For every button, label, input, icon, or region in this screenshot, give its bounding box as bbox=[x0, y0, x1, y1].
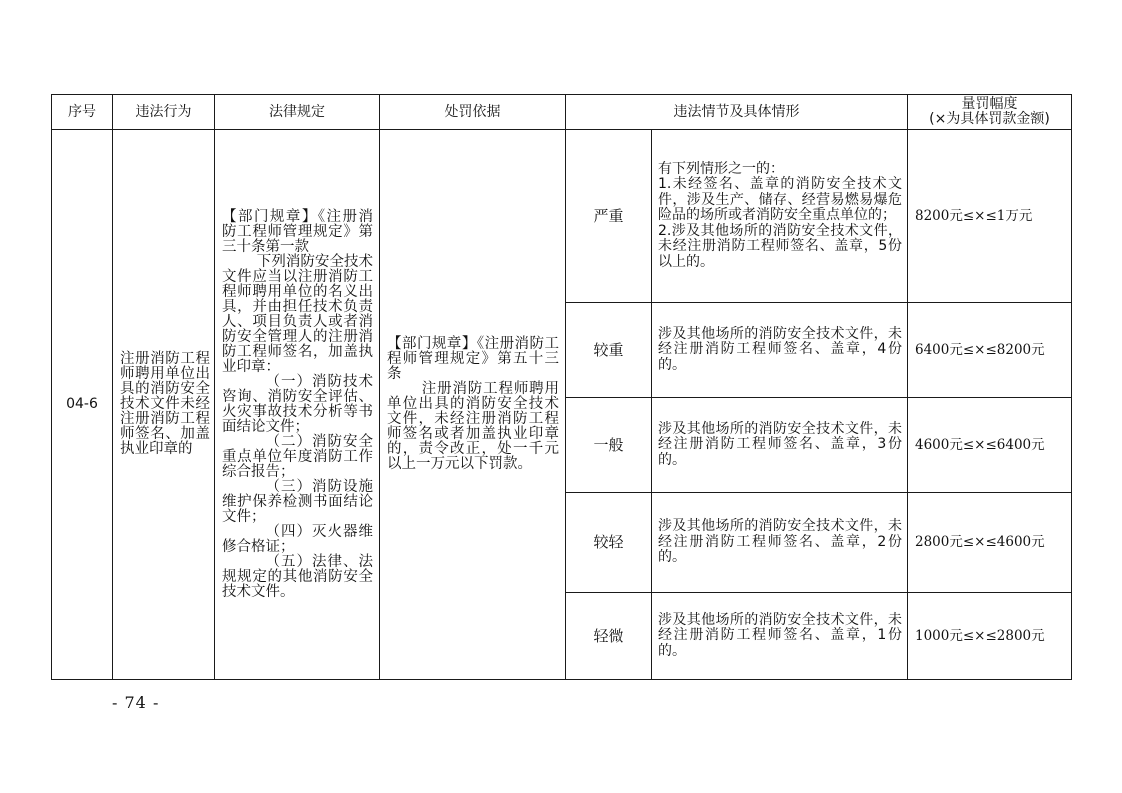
range-serious: 8200元≤×≤1万元 bbox=[908, 130, 1072, 303]
page-number: - 74 - bbox=[112, 693, 160, 712]
detail-serious-line-2: 1.未经签名、盖章的消防安全技术文件，涉及生产、储存、经营易燃易爆危险品的场所或者消防安全重点单位的； bbox=[658, 176, 902, 224]
header-circumstance: 违法情节及具体情形 bbox=[566, 95, 908, 130]
law-item-1: （一）消防技术咨询、消防安全评估、火灾事故技术分析等书面结论文件； bbox=[222, 373, 373, 435]
law-item-2: （二）消防安全重点单位年度消防工作综合报告； bbox=[222, 433, 373, 480]
basis-title: 【部门规章】《注册消防工程师管理规定》第五十三条 bbox=[387, 336, 559, 382]
header-range bbox=[908, 95, 1072, 130]
detail-serious-line-1: 有下列情形之一的： bbox=[658, 160, 784, 177]
penalty-table bbox=[51, 94, 1072, 680]
level-minor: 较轻 bbox=[566, 493, 652, 593]
cell-seq: 04-6 bbox=[52, 130, 113, 680]
header-range-line1: 量罚幅度 bbox=[961, 96, 1018, 112]
law-item-4: （四）灭火器维修合格证； bbox=[222, 523, 373, 555]
level-general: 一般 bbox=[566, 398, 652, 493]
table-row-serious bbox=[52, 130, 1072, 303]
cell-basis bbox=[380, 130, 566, 680]
header-act: 违法行为 bbox=[113, 95, 215, 130]
detail-minor: 涉及其他场所的消防安全技术文件，未经注册消防工程师签名、盖章，2份的。 bbox=[652, 493, 908, 593]
cell-act: 注册消防工程师聘用单位出具的消防安全技术文件未经注册消防工程师签名、加盖执业印章的 bbox=[113, 130, 215, 680]
detail-serious bbox=[652, 130, 908, 303]
header-basis: 处罚依据 bbox=[380, 95, 566, 130]
detail-serious-line-3: 2.涉及其他场所的消防安全技术文件，未经注册消防工程师签名、盖章，5份以上的。 bbox=[658, 222, 902, 270]
range-slight: 1000元≤×≤2800元 bbox=[908, 593, 1072, 680]
header-seq: 序号 bbox=[52, 95, 113, 130]
detail-fairly-serious: 涉及其他场所的消防安全技术文件，未经注册消防工程师签名、盖章，4份的。 bbox=[652, 303, 908, 398]
header-law: 法律规定 bbox=[215, 95, 380, 130]
law-title: 【部门规章】《注册消防工程师管理规定》第三十条第一款 bbox=[222, 208, 373, 255]
law-body: 下列消防安全技术文件应当以注册消防工程师聘用单位的名义出具，并由担任技术负责人、项目负责人或者消防安全管理人的注册消防工程师签名，加盖执业印章： bbox=[222, 253, 373, 375]
detail-general: 涉及其他场所的消防安全技术文件，未经注册消防工程师签名、盖章，3份的。 bbox=[652, 398, 908, 493]
level-fairly-serious: 较重 bbox=[566, 303, 652, 398]
range-general: 4600元≤×≤6400元 bbox=[908, 398, 1072, 493]
law-item-5: （五）法律、法规规定的其他消防安全技术文件。 bbox=[222, 553, 373, 600]
cell-law bbox=[215, 130, 380, 680]
header-range-line2: (×为具体罚款金额) bbox=[929, 111, 1050, 127]
level-serious: 严重 bbox=[566, 130, 652, 303]
detail-slight: 涉及其他场所的消防安全技术文件，未经注册消防工程师签名、盖章，1份的。 bbox=[652, 593, 908, 680]
range-fairly-serious: 6400元≤×≤8200元 bbox=[908, 303, 1072, 398]
level-slight: 轻微 bbox=[566, 593, 652, 680]
basis-body: 注册消防工程师聘用单位出具的消防安全技术文件，未经注册消防工程师签名或者加盖执业印章的，责令改正，处一千元以上一万元以下罚款。 bbox=[387, 381, 559, 472]
header-row bbox=[52, 95, 1072, 130]
range-minor: 2800元≤×≤4600元 bbox=[908, 493, 1072, 593]
law-item-3: （三）消防设施维护保养检测书面结论文件； bbox=[222, 478, 373, 525]
